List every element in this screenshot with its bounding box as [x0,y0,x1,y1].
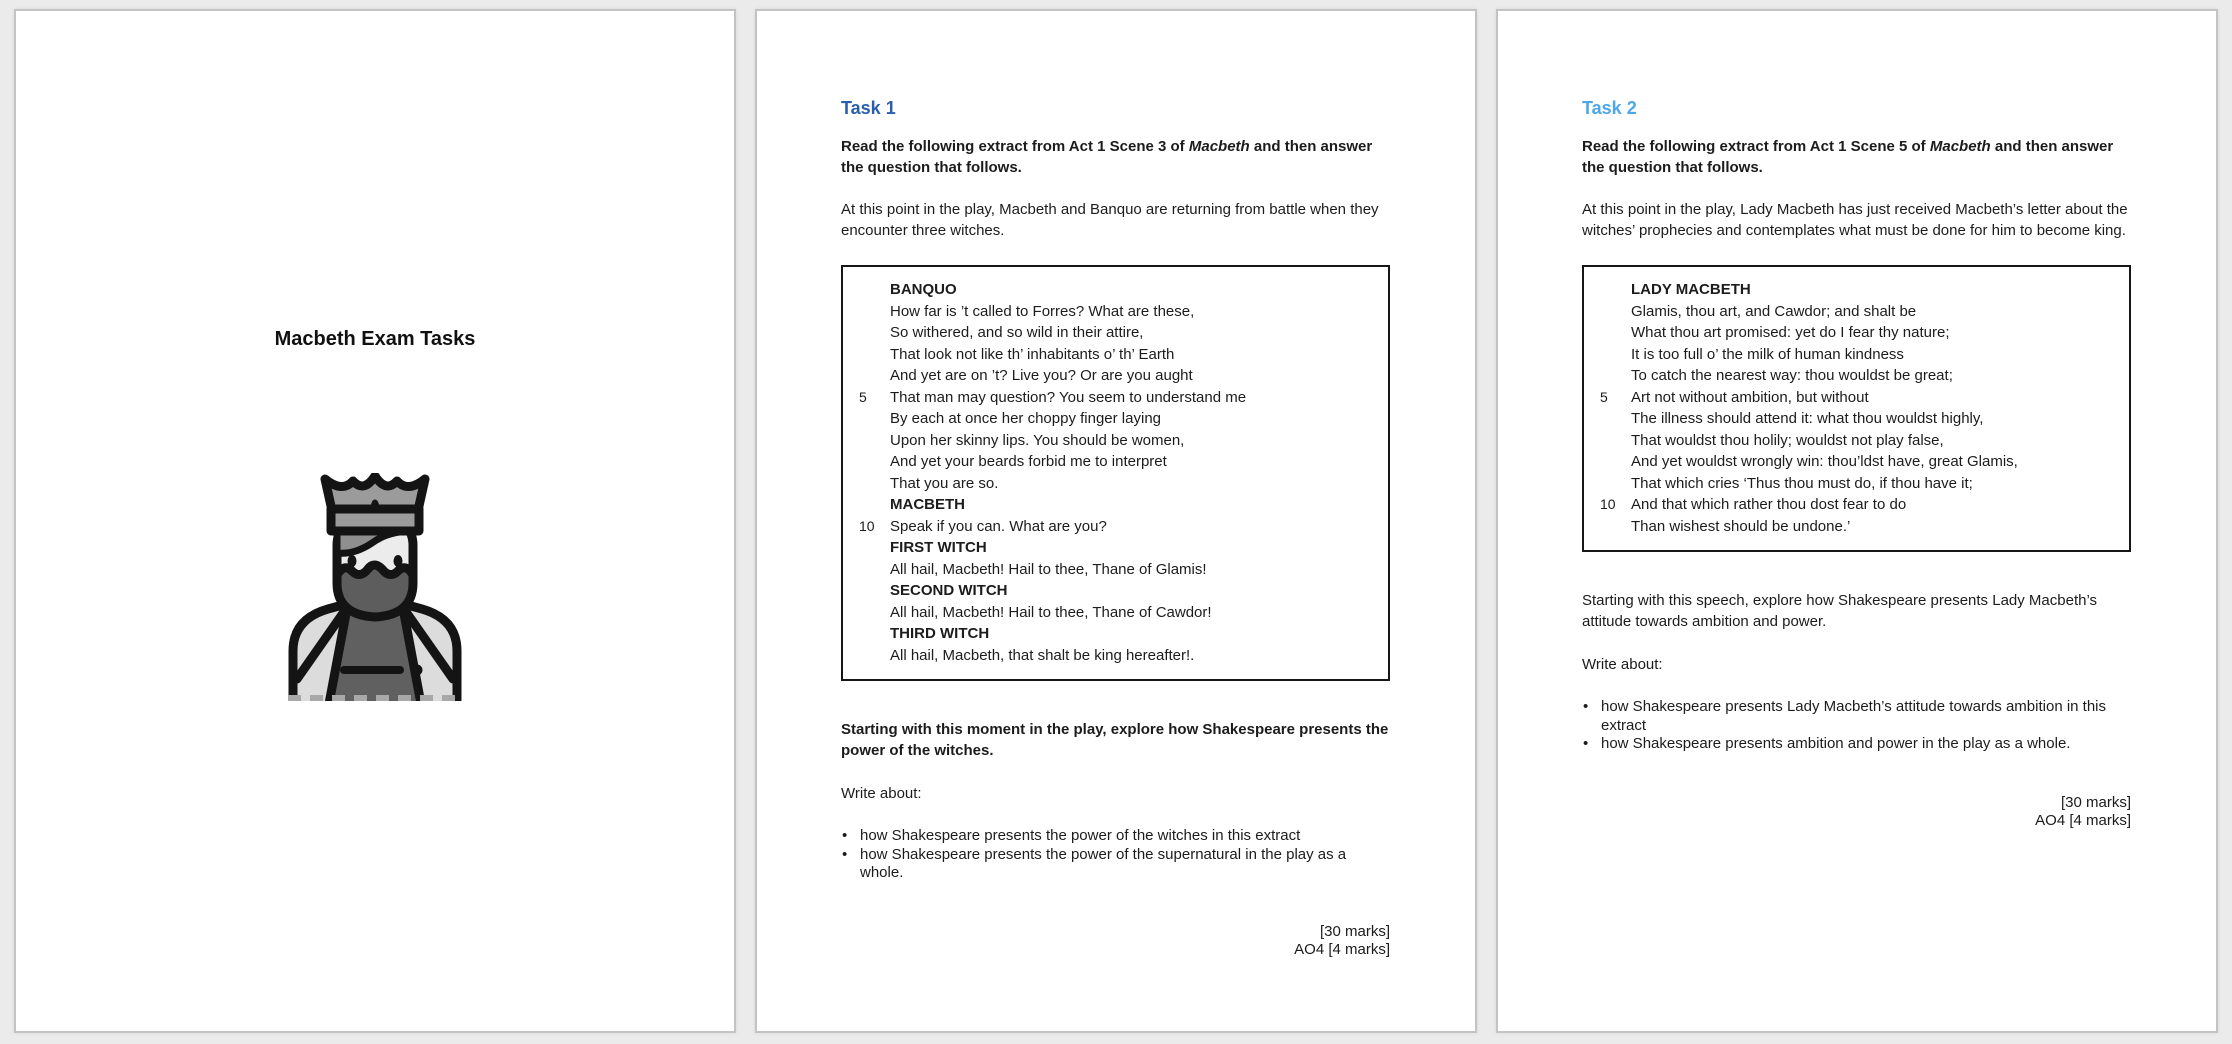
bullet-item: • how Shakespeare presents the power of the witches in this extract [841,827,1390,846]
task1-write-about-label: Write about: [841,785,922,802]
extract-line-text: MACBETH [890,496,965,513]
task1-context: At this point in the play, Macbeth and Banquo are returning from battle when they encounter three witches. [841,201,1379,239]
instruction-text: and then answer the question that follows. [841,138,1373,176]
extract-line-text: Glamis, thou art, and Cawdor; and shalt be [1631,302,1917,320]
extract-line [1631,365,2119,387]
extract-line-text: Than wishest should be undone.’ [1631,517,1851,535]
total-marks: [30 marks] [2060,793,2131,811]
task1-marks [841,923,1390,960]
extract-line [1631,516,2119,538]
extract-line [890,559,1378,581]
extract-line-text: And that which rather thou dost fear to do [1631,496,1907,513]
extract-line [890,623,1378,645]
extract-line [1631,344,2119,366]
extract-line [890,344,1378,366]
ao-marks: AO4 [4 marks] [2035,812,2131,829]
extract-line [1631,301,2119,323]
play-title-italic: Macbeth [1188,138,1250,155]
document-title: Macbeth Exam Tasks [274,328,476,350]
extract-line [890,365,1378,387]
extract-line [1631,408,2119,430]
extract-line [1631,451,2119,473]
extract-line [890,322,1378,344]
extract-line-text: That wouldst thou holily; wouldst not play false, [1631,431,1944,449]
extract-line-text: To catch the nearest way: thou wouldst be great; [1631,367,1953,384]
task1-heading: Task 1 [841,98,896,118]
king-icon [284,473,466,701]
extract-line-text: Speak if you can. What are you? [890,517,1107,535]
extract-line-text: Upon her skinny lips. You should be women, [890,431,1185,449]
extract-line-text: So withered, and so wild in their attire, [890,324,1144,341]
extract-line [890,537,1378,559]
extract-line [890,430,1378,452]
extract-line [890,494,1378,516]
total-marks: [30 marks] [1319,922,1390,940]
extract-line [890,580,1378,602]
extract-line [890,279,1378,301]
extract-line-text: And yet your beards forbid me to interpret [890,453,1167,470]
extract-line-text: By each at once her choppy finger laying [890,410,1162,427]
extract-line-text: All hail, Macbeth, that shalt be king hereafter!. [890,646,1195,664]
extract-line [1600,494,2119,516]
extract-line-text: That you are so. [890,474,999,492]
task1-extract-box [841,265,1390,681]
extract-line-text: LADY MACBETH [1631,281,1751,298]
extract-line [1631,279,2119,301]
task1-bullet-list [841,827,1390,883]
extract-line-text: And yet are on ’t? Live you? Or are you aught [890,367,1193,384]
task2-heading: Task 2 [1582,98,1637,118]
extract-line-text: And yet wouldst wrongly win: thou’ldst have, great Glamis, [1631,453,2018,470]
task2-marks [1582,794,2131,831]
ao-marks: AO4 [4 marks] [1294,941,1390,958]
extract-line [859,387,1378,409]
extract-line-text: That look not like th’ inhabitants o’ th’ Earth [890,345,1175,363]
bullet-item: • how Shakespeare presents the power of the supernatural in the play as a whole. [841,846,1390,883]
extract-line-text: How far is ’t called to Forres? What are these, [890,302,1195,320]
task2-page [1496,9,2218,1033]
bullet-item: • how Shakespeare presents Lady Macbeth’s attitude towards ambition in this extract [1582,698,2131,735]
extract-line [890,602,1378,624]
extract-line [1631,473,2119,495]
extract-line [890,645,1378,667]
extract-line [1600,387,2119,409]
extract-line-text: That man may question? You seem to understand me [890,388,1247,406]
extract-line [890,473,1378,495]
extract-line [890,408,1378,430]
instruction-text: Read the following extract from Act 1 Scene 3 of [841,138,1189,155]
task2-extract-box [1582,265,2131,552]
extract-line-text: All hail, Macbeth! Hail to thee, Thane of Glamis! [890,560,1207,578]
extract-rows [1600,279,2119,537]
bullet-item: • how Shakespeare presents ambition and power in the play as a whole. [1582,735,2131,754]
extract-line-text: All hail, Macbeth! Hail to thee, Thane of Cawdor! [890,603,1212,621]
extract-line [859,516,1378,538]
extract-line-text: SECOND WITCH [890,582,1008,599]
task2-write-about-label: Write about: [1582,656,1663,673]
extract-line-text: It is too full o’ the milk of human kindness [1631,345,1904,363]
extract-line [890,451,1378,473]
task2-bullet-list [1582,698,2131,754]
task1-page [755,9,1477,1033]
line-number: 10 [1600,496,1616,512]
line-number: 10 [859,517,875,534]
instruction-text: and then answer the question that follows. [1582,138,2114,176]
extract-line-text: THIRD WITCH [890,625,990,642]
extract-line [1631,322,2119,344]
extract-line [1631,430,2119,452]
line-number: 5 [1600,388,1608,405]
instruction-text: Read the following extract from Act 1 Scene 5 of [1582,138,1930,155]
extract-line-text: BANQUO [890,281,957,298]
extract-line-text: What thou art promised: yet do I fear thy nature; [1631,324,1950,341]
play-title-italic: Macbeth [1929,138,1991,155]
task1-question: Starting with this moment in the play, explore how Shakespeare presents the power of the witches. [841,721,1389,759]
extract-line-text: Art not without ambition, but without [1631,388,1869,406]
line-number: 5 [859,388,867,405]
task2-instruction [1582,136,2131,178]
cover-page [14,9,736,1033]
task2-context: At this point in the play, Lady Macbeth has just received Macbeth’s letter about the witches’ prophecies and contemplates what must be done for him to become king. [1582,201,2128,239]
extract-rows [859,279,1378,666]
extract-line-text: FIRST WITCH [890,539,987,556]
extract-line-text: The illness should attend it: what thou wouldst highly, [1631,410,1984,427]
extract-line [890,301,1378,323]
extract-line-text: That which cries ‘Thus thou must do, if thou have it; [1631,474,1973,492]
task2-question: Starting with this speech, explore how Shakespeare presents Lady Macbeth’s attitude towards ambition and power. [1582,592,2098,630]
task1-instruction [841,136,1390,178]
